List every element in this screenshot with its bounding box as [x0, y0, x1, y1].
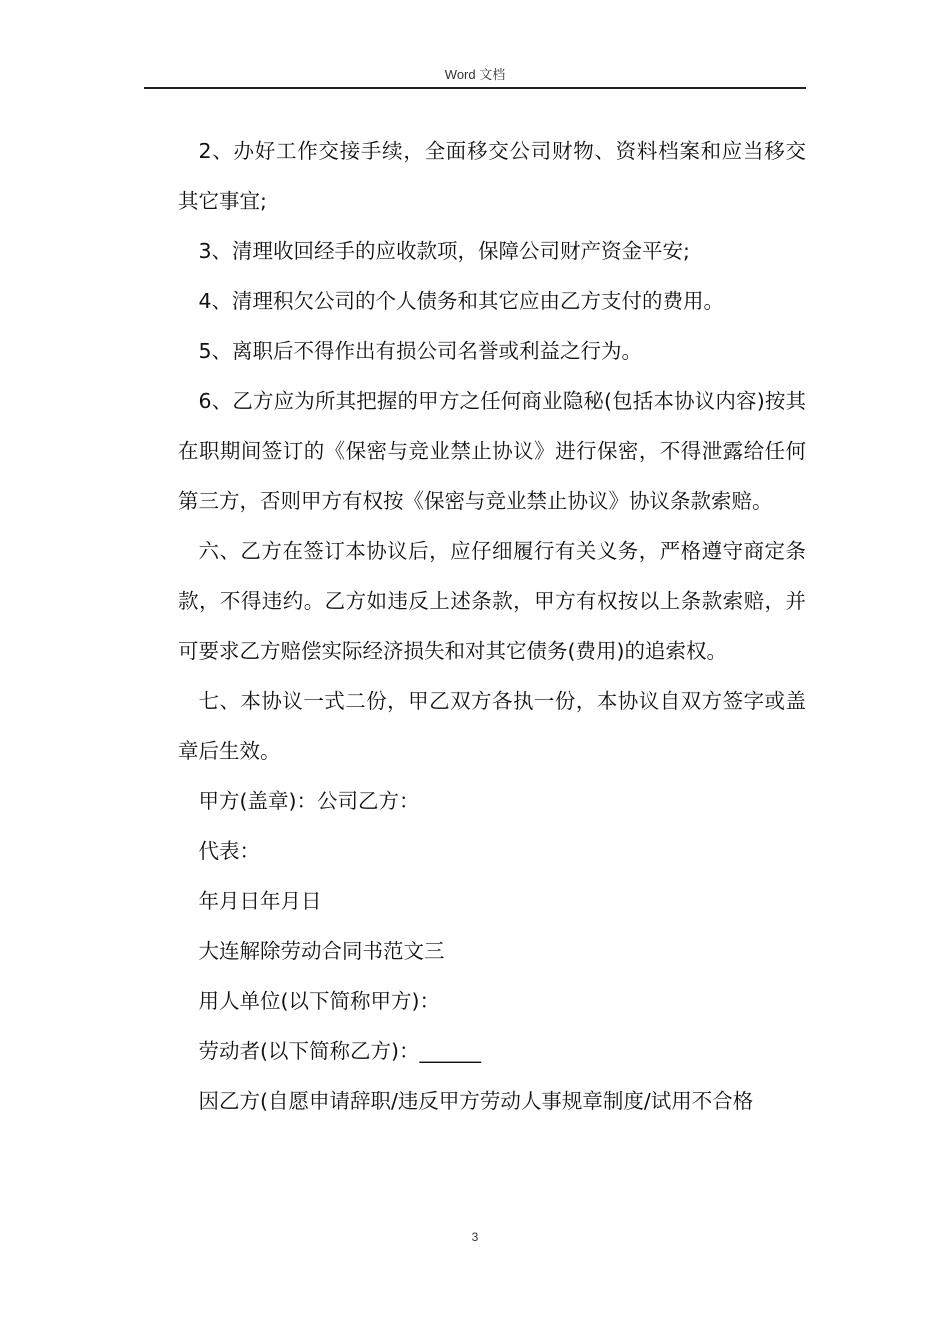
paragraph-section-7: 七、本协议一式二份，甲乙双方各执一份，本协议自双方签字或盖章后生效。 [178, 689, 806, 763]
page-number: 3 [471, 1230, 479, 1244]
paragraph-section-6: 六、乙方在签订本协议后，应仔细履行有关义务，严格遵守商定条款，不得违约。乙方如违反上述条款，甲方有权按以上条款索赔，并可要求乙方赔偿实际经济损失和对其它债务(费用)的追索权。 [178, 539, 806, 663]
employee-line: 劳动者(以下简称乙方)：______ [198, 1039, 481, 1063]
section-title: 大连解除劳动合同书范文三 [198, 939, 445, 963]
employer-line: 用人单位(以下简称甲方)： [198, 989, 440, 1013]
signature-party-line: 甲方(盖章)：公司乙方： [198, 789, 420, 813]
signature-representative-line: 代表： [198, 839, 260, 863]
paragraph-clause-2: 2、办好工作交接手续，全面移交公司财物、资料档案和应当移交其它事宜; [178, 139, 806, 213]
reason-line: 因乙方(自愿申请辞职/违反甲方劳动人事规章制度/试用不合格 [198, 1089, 754, 1113]
paragraph-clause-6: 6、乙方应为所其把握的甲方之任何商业隐秘(包括本协议内容)按其在职期间签订的《保密与竞业禁止协议》进行保密，不得泄露给任何第三方，否则甲方有权按《保密与竞业禁止协议》协议条款索赔。 [178, 389, 806, 513]
signature-date-line: 年月日年月日 [198, 889, 322, 913]
paragraph-clause-5: 5、离职后不得作出有损公司名誉或利益之行为。 [198, 339, 643, 363]
page-header: Word 文档 [444, 67, 506, 82]
paragraph-clause-4: 4、清理积欠公司的个人债务和其它应由乙方支付的费用。 [198, 289, 725, 313]
document-body [178, 126, 806, 1126]
paragraph-clause-3: 3、清理收回经手的应收款项，保障公司财产资金平安; [198, 239, 690, 263]
header-rule [144, 87, 806, 89]
